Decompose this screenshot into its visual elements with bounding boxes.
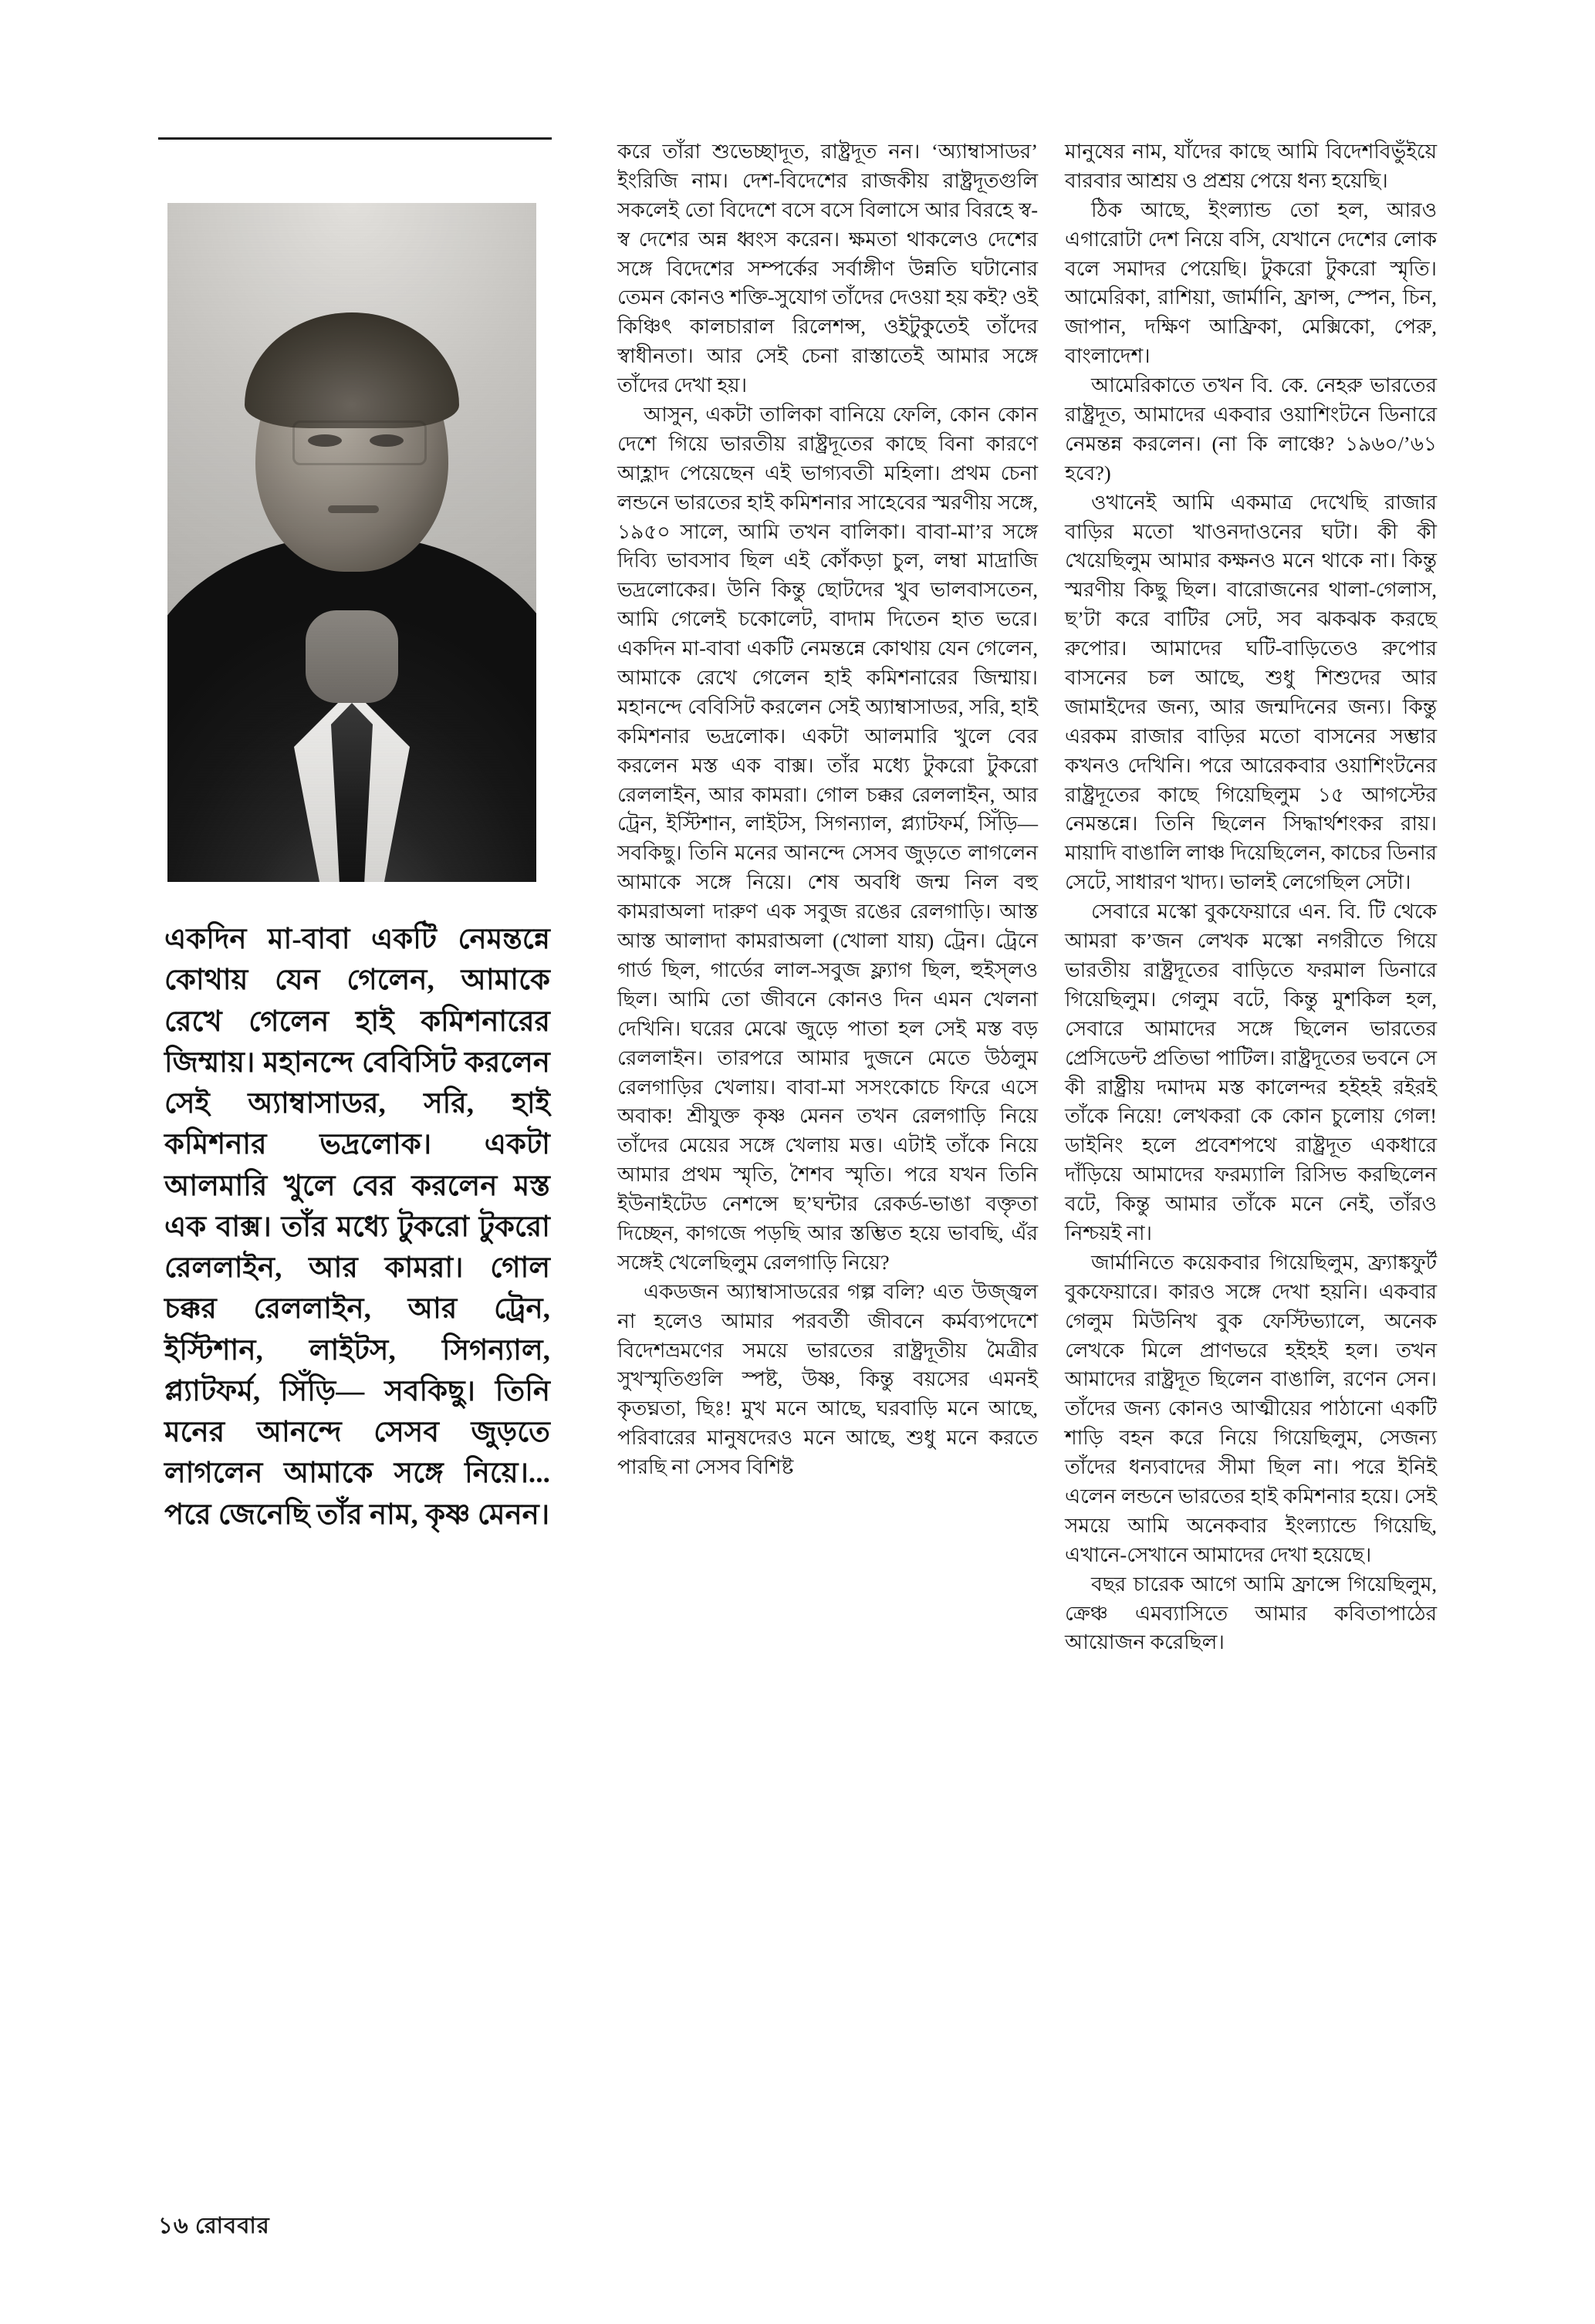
paragraph: আমেরিকাতে তখন বি. কে. নেহরু ভারতের রাষ্ট্রদূত, আমাদের একবার ওয়াশিংটনে ডিনারে নেমন্তন্ন করলেন। (না কি লাঞ্চে? ১৯৬০/’৬১ হবে?) (1065, 373, 1437, 485)
left-column (158, 137, 571, 1535)
paragraph: আসুন, একটা তালিকা বানিয়ে ফেলি, কোন কোন দেশে গিয়ে ভারতীয় রাষ্ট্রদূতের কাছে বিনা কারণে আহ্লাদ পেয়েছেন এই ভাগ্যবতী মহিলা। প্রথম চেনা লন্ডনে ভারতের হাই কমিশনার সাহেবের স্মরণীয় সঙ্গে, ১৯৫০ সালে, আমি তখন বালিকা। বাবা-মা’র সঙ্গে দিব্যি ভাবসাব ছিল এই কোঁকড়া চুল, লম্বা মাদ্রাজি ভদ্রলোকের। উনি কিন্তু ছোটদের খুব ভালবাসতেন, আমি গেলেই চকোলেট, বাদাম দিতেন হাত ভরে। একদিন মা-বাবা একটি নেমন্তন্নে কোথায় যেন গেলেন, আমাকে রেখে গেলেন হাই কমিশনারের জিম্মায়। মহানন্দে বেবিসিট করলেন সেই অ্যাম্বাসাডর, সরি, হাই কমিশনার ভদ্রলোক। একটা আলমারি খুলে বের করলেন মস্ত এক বাক্স। তাঁর মধ্যে টুকরো টুকরো রেললাইন, আর কামরা। গোল চক্কর রেললাইন, আর ট্রেন, ইস্টিশান, লাইটস, সিগন্যাল, প্ল্যাটফর্ম, সিঁড়ি— সবকিছু। তিনি মনের আনন্দে সেসব জুড়তে লাগলেন আমাকে সঙ্গে নিয়ে। শেষ অবধি জন্ম নিল বহু কামরাঅলা দারুণ এক সবুজ রঙের রেলগাড়ি। আস্ত আস্ত আলাদা কামরাঅলা (খোলা যায়) ট্রেন। ট্রেনে গার্ড ছিল, গার্ডের লাল-সবুজ ফ্ল্যাগ ছিল, হুইস্‌লও ছিল। আমি তো জীবনে কোনও দিন এমন খেলনা দেখিনি। ঘরের মেঝে জুড়ে পাতা হল সেই মস্ত বড় রেললাইন। তারপরে আমার দুজনে মেতে উঠলুম রেলগাড়ির খেলায়। বাবা-মা সসংকোচে ফিরে এসে অবাক! শ্রীযুক্ত কৃষ্ণ মেনন তখন রেলগাড়ি নিয়ে তাঁদের মেয়ের সঙ্গে খেলায় মত্ত। এটাই তাঁকে নিয়ে আমার প্রথম স্মৃতি, শৈশব স্মৃতি। পরে যখন তিনি ইউনাইটেড নেশন্সে ছ’ঘন্টার রেকর্ড-ভাঙা বক্তৃতা দিচ্ছেন, কাগজে পড়ছি আর স্তম্ভিত হয়ে ভাবছি, এঁর সঙ্গেই খেলেছিলুম রেলগাড়ি নিয়ে? (617, 403, 1038, 1274)
body-column-middle (617, 137, 1038, 1482)
photo-halftone-grain (167, 203, 536, 882)
paragraph: বছর চারেক আগে আমি ফ্রান্সে গিয়েছিলুম, ক্রেঞ্চ এমব্যাসিতে আমার কবিতাপাঠের আয়োজন করেছিল। (1065, 1572, 1437, 1654)
paragraph: করে তাঁরা শুভেচ্ছাদূত, রাষ্ট্রদূত নন। ‘অ্যাম্বাসাডর’ ইংরিজি নাম। দেশ-বিদেশের রাজকীয় রাষ্ট্রদূতগুলি সকলেই তো বিদেশে বসে বসে বিলাসে আর বিরহে স্ব-স্ব দেশের অন্ন ধ্বংস করেন। ক্ষমতা থাকলেও দেশের সঙ্গে বিদেশের সম্পর্কের সর্বাঙ্গীণ উন্নতি ঘটানোর তেমন কোনও শক্তি-সুযোগ তাঁদের দেওয়া হয় কই? ওই কিঞ্চিৎ কালচারাল রিলেশন্স, ওইটুকুতেই তাঁদের স্বাধীনতা। আর সেই চেনা রাস্তাতেই আমার সঙ্গে তাঁদের দেখা হয়। (617, 140, 1038, 397)
paragraph: ওখানেই আমি একমাত্র দেখেছি রাজার বাড়ির মতো খাওনদাওনের ঘটা। কী কী খেয়েছিলুম আমার কক্ষনও মনে থাকে না। কিন্তু স্মরণীয় কিছু ছিল। বারোজনের থালা-গেলাস, ছ’টা করে বাটির সেট, সব ঝকঝক করছে রুপোর। আমাদের ঘটি-বাড়িতেও রুপোর বাসনের চল আছে, শুধু শিশুদের আর জামাইদের জন্য, আর জন্মদিনের জন্য। কিন্তু এরকম রাজার বাড়ির মতো বাসনের সম্ভার কখনও দেখিনি। পরে আরেকবার ওয়াশিংটনের রাষ্ট্রদূতের কাছে গিয়েছিলুম ১৫ আগস্টের নেমন্তন্নে। তিনি ছিলেন সিদ্ধার্থশংকর রায়। মায়াদি বাঙালি লাঞ্চ দিয়েছিলেন, কাচের ডিনার সেটে, সাধারণ খাদ্য। ভালই লেগেছিল সেটা। (1065, 490, 1437, 894)
pull-quote: একদিন মা-বাবা একটি নেমন্তন্নে কোথায় যেন গেলেন, আমাকে রেখে গেলেন হাই কমিশনারের জিম্মায়। মহানন্দে বেবিসিট করলেন সেই অ্যাম্বাসাডর, সরি, হাই কমিশনার ভদ্রলোক। একটা আলমারি খুলে বের করলেন মস্ত এক বাক্স। তাঁর মধ্যে টুকরো টুকরো রেললাইন, আর কামরা। গোল চক্কর রেললাইন, আর ট্রেন, ইস্টিশান, লাইটস, সিগন্যাল, প্ল্যাটফর্ম, সিঁড়ি— সবকিছু। তিনি মনের আনন্দে সেসব জুড়তে লাগলেন আমাকে সঙ্গে নিয়ে।... পরে জেনেছি তাঁর নাম, কৃষ্ণ মেনন। (164, 924, 550, 1531)
paragraph: মানুষের নাম, যাঁদের কাছে আমি বিদেশবিভুঁইয়ে বারবার আশ্রয় ও প্রশ্রয় পেয়ে ধন্য হয়েছি। (1065, 140, 1437, 192)
body-column-right (1065, 137, 1437, 1657)
top-rule-divider (158, 137, 552, 140)
portrait-photograph (167, 203, 536, 882)
paragraph: ঠিক আছে, ইংল্যান্ড তো হল, আরও এগারোটা দেশ নিয়ে বসি, যেখানে দেশের লোক বলে সমাদর পেয়েছি। টুকরো টুকরো স্মৃতি। আমেরিকা, রাশিয়া, জার্মানি, ফ্রান্স, স্পেন, চিন, জাপান, দক্ষিণ আফ্রিকা, মেক্সিকো, পেরু, বাংলাদেশ। (1065, 198, 1437, 368)
paragraph: সেবারে মস্কো বুকফেয়ারে এন. বি. টি থেকে আমরা ক’জন লেখক মস্কো নগরীতে গিয়ে ভারতীয় রাষ্ট্রদূতের বাড়িতে ফরমাল ডিনারে গিয়েছিলুম। গেলুম বটে, কিন্তু মুশকিল হল, সেবারে আমাদের সঙ্গে ছিলেন ভারতের প্রেসিডেন্ট প্রতিভা পাটিল। রাষ্ট্রদূতের ভবনে সে কী রাষ্ট্রীয় দমাদম মস্ত কালেন্দর হইহই রইরই তাঁকে নিয়ে! লেখকরা কে কোন চুলোয় গেল! ডাইনিং হলে প্রবেশপথে রাষ্ট্রদূত একধারে দাঁড়িয়ে আমাদের ফরম্যালি রিসিভ করছিলেন বটে, কিন্তু আমার তাঁকে মনে নেই, তাঁরও নিশ্চয়ই না। (1065, 900, 1437, 1245)
paragraph: জার্মানিতে কয়েকবার গিয়েছিলুম, ফ্র্যাঙ্কফুর্ট বুকফেয়ারে। কারও সঙ্গে দেখা হয়নি। একবার গেলুম মিউনিখ বুক ফেস্টিভ্যালে, অনেক লেখকে মিলে প্রাণভরে হইহই হল। তখন আমাদের রাষ্ট্রদূত ছিলেন বাঙালি, রণেন সেন। তাঁদের জন্য কোনও আত্মীয়ের পাঠানো একটি শাড়ি বহন করে নিয়ে গিয়েছিলুম, সেজন্য তাঁদের ধন্যবাদের সীমা ছিল না। পরে ইনিই এলেন লন্ডনে ভারতের হাই কমিশনার হয়ে। সেই সময়ে আমি অনেকবার ইংল্যান্ডে গিয়েছি, এখানে-সেখানে আমাদের দেখা হয়েছে। (1065, 1250, 1437, 1566)
paragraph: একডজন অ্যাম্বাসাডরের গল্প বলি? এত উজ্জ্বল না হলেও আমার পরবর্তী জীবনে কর্মব্যপদেশে বিদেশভ্রমণের সময়ে ভারতের রাষ্ট্রদূতীয় মৈত্রীর সুখস্মৃতিগুলি স্পষ্ট, উষ্ণ, কিন্তু বয়সের এমনই কৃতঘ্নতা, ছিঃ! মুখ মনে আছে, ঘরবাড়ি মনে আছে, পরিবারের মানুষদেরও মনে আছে, শুধু মনে করতে পারছি না সেসব বিশিষ্ট (617, 1279, 1038, 1479)
page-folio: ১৬ রোববার (158, 2214, 270, 2238)
